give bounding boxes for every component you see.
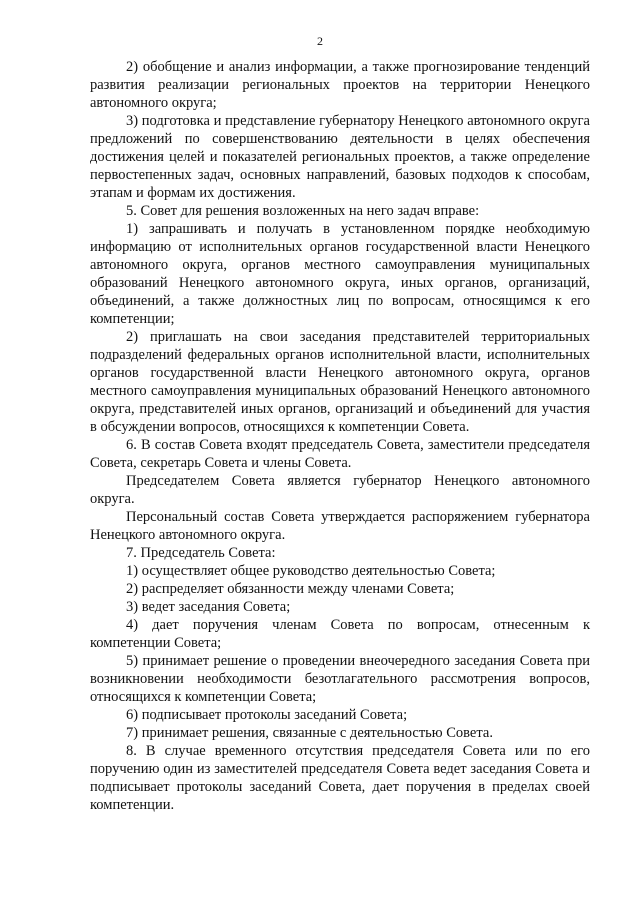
paragraph-7-5: 5) принимает решение о проведении внеочередного заседания Совета при возникновении необходимости безотлагательного рассмотрения вопросов, относящихся к компетенции Совета; — [90, 653, 590, 705]
section-6-composition: 6. В состав Совета входят председатель Совета, заместители председателя Совета, секретарь Совета и члены Совета. — [90, 437, 590, 471]
section-8-deputy: 8. В случае временного отсутствия председателя Совета или по его поручению один из заместителей председателя Совета ведет заседания Совета и подписывает протоколы заседаний Совета, дает поручения в пределах своей компетенции. — [90, 743, 590, 813]
paragraph-5-2-invite: 2) приглашать на свои заседания представителей территориальных подразделений федеральных органов исполнительной власти, исполнительных органов государственной власти Ненецкого автономного округа, органов местного самоуправления муниципальных образований Ненецкого автономного округа, представителей иных органов, организаций и объединений для участия в обсуждении вопросов, относящихся к компетенции Совета. — [90, 329, 590, 435]
paragraph-3-proposals: 3) подготовка и представление губернатору Ненецкого автономного округа предложений по совершенствованию деятельности в целях обеспечения достижения целей и показателей региональных проектов, а также определение первостепенных задач, основных направлений, базовых подходов к способам, этапам и формам их достижения. — [90, 113, 590, 201]
paragraph-7-7: 7) принимает решения, связанные с деятельностью Совета. — [126, 725, 493, 741]
paragraph-5-1-request-info: 1) запрашивать и получать в установленном порядке необходимую информацию от исполнительных органов государственной власти Ненецкого автономного округа, органов местного самоуправления муниципальных образований Ненецкого автономного округа, иных органов, организаций, объединений, а также должностных лиц по вопросам, относящимся к его компетенции; — [90, 221, 590, 327]
paragraph-7-4: 4) дает поручения членам Совета по вопросам, отнесенным к компетенции Совета; — [90, 617, 590, 651]
paragraph-chairman: Председателем Совета является губернатор Ненецкого автономного округа. — [90, 473, 590, 507]
paragraph-2-generalization: 2) обобщение и анализ информации, а также прогнозирование тенденций развития реализации региональных проектов на территории Ненецкого автономного округа; — [90, 59, 590, 111]
paragraph-personal-composition: Персональный состав Совета утверждается распоряжением губернатора Ненецкого автономного округа. — [90, 509, 590, 543]
paragraph-7-6: 6) подписывает протоколы заседаний Совета; — [126, 707, 408, 723]
paragraph-7-1: 1) осуществляет общее руководство деятельностью Совета; — [126, 563, 496, 579]
paragraph-7-3: 3) ведет заседания Совета; — [126, 599, 291, 615]
page-number: 2 — [317, 34, 323, 48]
section-5-heading: 5. Совет для решения возложенных на него задач вправе: — [126, 203, 480, 219]
paragraph-7-2: 2) распределяет обязанности между членами Совета; — [126, 581, 455, 597]
section-7-heading: 7. Председатель Совета: — [126, 545, 276, 561]
document-body — [90, 58, 590, 814]
